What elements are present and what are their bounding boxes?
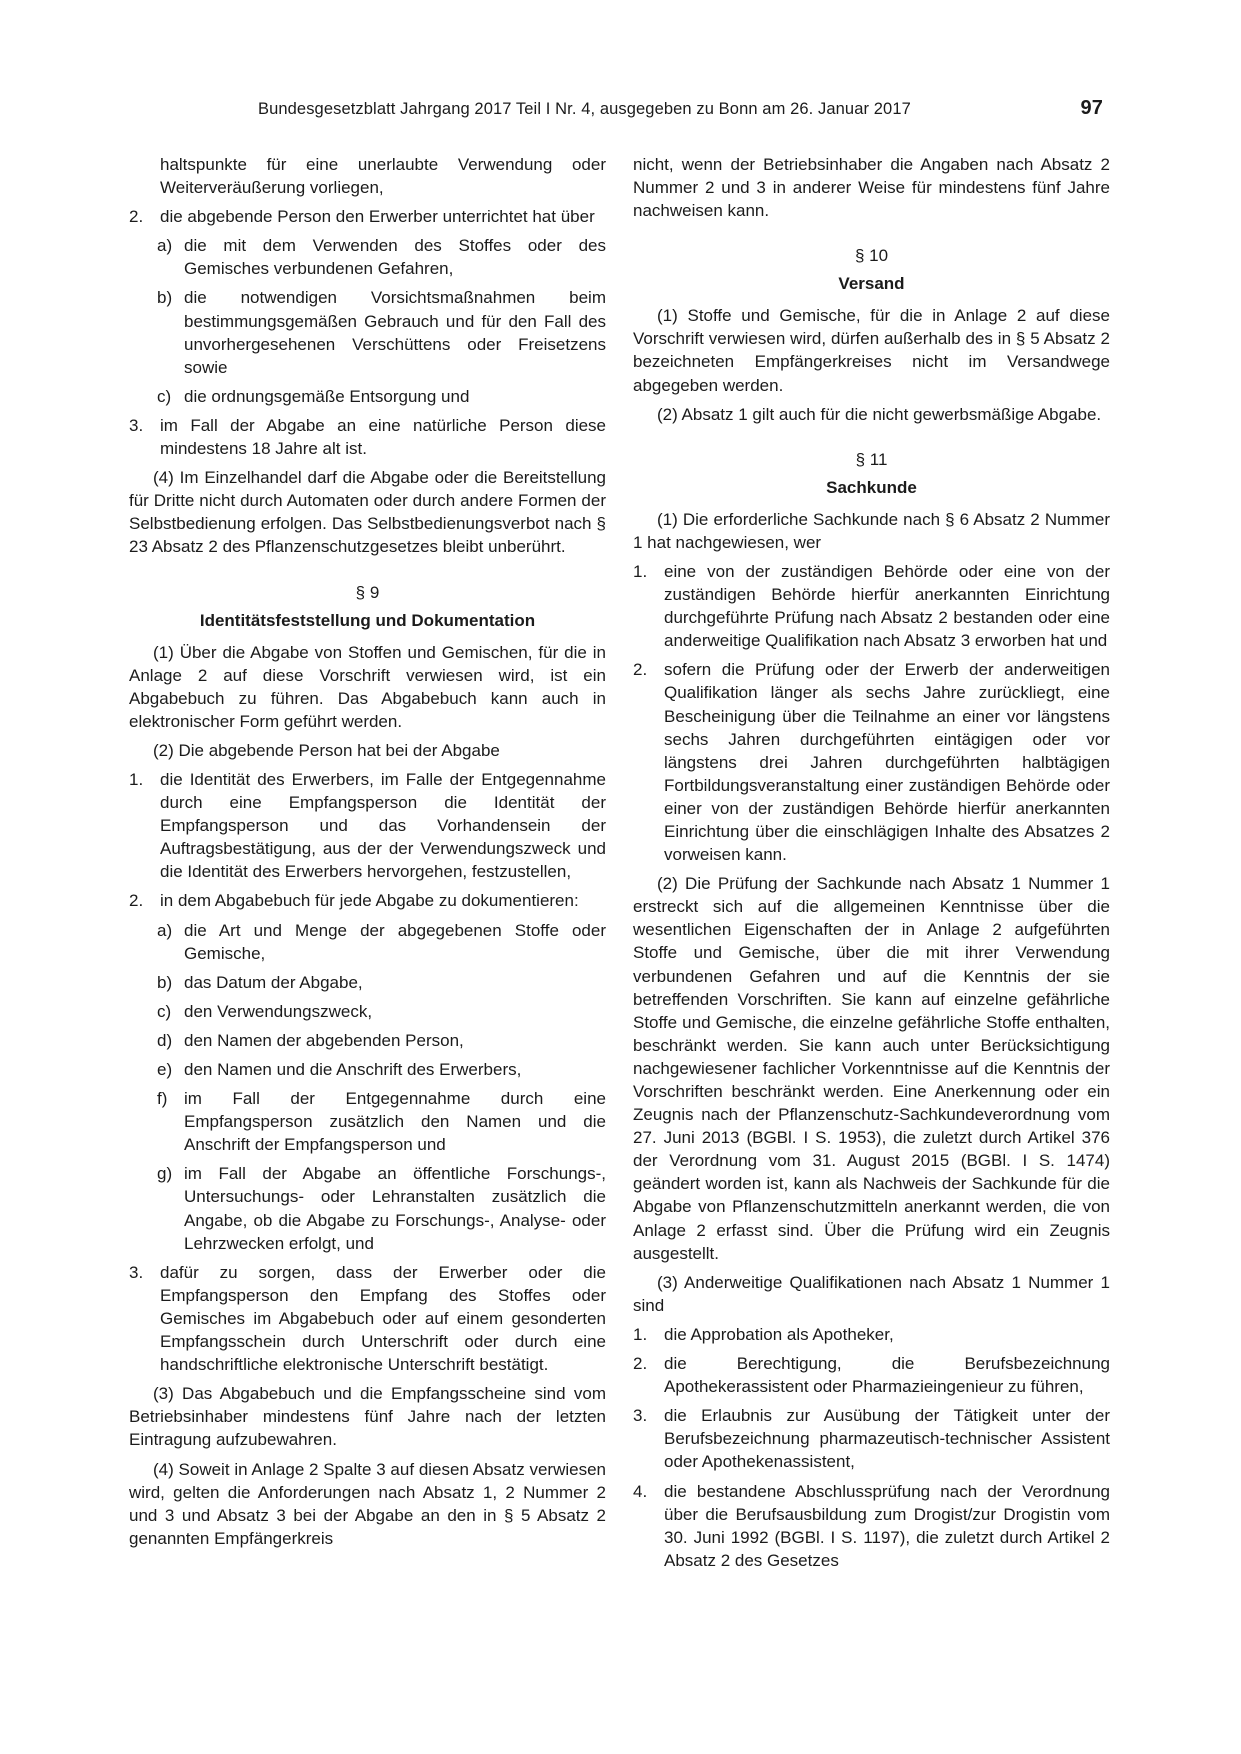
list-item	[633, 1404, 1110, 1473]
section-heading-9	[129, 581, 606, 633]
paragraph: (4) Soweit in Anlage 2 Spalte 3 auf diesen Absatz verwiesen wird, gelten die Anforderungen nach Absatz 1, 2 Nummer 2 und 3 und Absatz 3 bei der Abgabe an den in § 5 Absatz 2 genannten Empfängerkreis	[129, 1459, 606, 1548]
list-text: sofern die Prüfung oder der Erwerb der anderweitigen Qualifikation länger als sechs Jahre zurückliegt, eine Bescheinigung über die Teilnahme an einer vor längstens sechs Jahren durchgeführten eintägigen oder vor längstens drei Jahren durchgeführten halbtägigen Fortbildungsveranstaltung einer zuständigen Behörde oder einer von der zuständigen Behörde hierfür anerkannten Einrichtung über die einschlägigen Inhalte des Absatzes 2 vorweisen kann.	[664, 660, 1110, 865]
sub-list-item	[129, 286, 606, 378]
list-text: die Berechtigung, die Berufsbezeichnung Apothekerassistent oder Pharmazieingenieur zu führen,	[664, 1354, 1110, 1397]
list-item	[633, 1323, 1110, 1346]
list-item	[129, 414, 606, 460]
list-item	[633, 1352, 1110, 1398]
page-number: 97	[1080, 97, 1103, 119]
list-label: 3.	[129, 1262, 144, 1282]
paragraph: (1) Stoffe und Gemische, für die in Anlage 2 auf diese Vorschrift verwiesen wird, dürfen außerhalb des in § 5 Absatz 2 bezeichneten Empfängerkreises nicht im Versandwege abgegeben werden.	[633, 306, 1110, 395]
list-text: die bestandene Abschlussprüfung nach der Verordnung über die Berufsausbildung zum Drogist/zur Drogistin vom 30. Juni 1992 (BGBl. I S. 1197), die zuletzt durch Artikel 2 Absatz 2 des Gesetzes	[664, 1481, 1110, 1570]
list-item	[129, 768, 606, 883]
sub-list-label: f)	[157, 1089, 168, 1109]
sub-list-label: b)	[157, 288, 173, 308]
list-label: 3.	[633, 1406, 648, 1426]
sub-list-text: im Fall der Entgegennahme durch eine Empfangsperson zusätzlich den Namen und die Anschrift der Empfangsperson und	[184, 1089, 606, 1155]
list-label: 1.	[633, 561, 648, 581]
list-item	[129, 1261, 606, 1376]
list-item	[633, 560, 1110, 652]
section-heading-11	[633, 448, 1110, 500]
sub-list-item	[129, 385, 606, 408]
list-text: in dem Abgabebuch für jede Abgabe zu dokumentieren:	[160, 891, 579, 911]
sub-list-item	[129, 1087, 606, 1156]
sub-list-text: den Namen und die Anschrift des Erwerbers,	[184, 1060, 522, 1079]
sub-list-text: das Datum der Abgabe,	[184, 972, 363, 992]
continued-text: nicht, wenn der Betriebsinhaber die Angaben nach Absatz 2 Nummer 2 und 3 in anderer Weise für mindestens fünf Jahre nachweisen kann.	[633, 155, 1110, 221]
section-number: § 10	[854, 246, 889, 266]
sub-list-text: die mit dem Verwenden des Stoffes oder des Gemisches verbundenen Gefahren,	[184, 236, 606, 279]
list-text: die Erlaubnis zur Ausübung der Tätigkeit unter der Berufsbezeichnung pharmazeutisch-technischer Assistent oder Apothekenassistent,	[664, 1406, 1110, 1472]
section-number: § 11	[855, 449, 888, 469]
list-label: 1.	[129, 769, 144, 789]
list-text: eine von der zuständigen Behörde oder eine von der zuständigen Behörde hierfür anerkannten Einrichtung durchgeführte Prüfung nach Absatz 2 bestanden oder eine anderweitige Qualifikation nach Absatz 3 erworben hat und	[664, 561, 1110, 651]
list-label: 4.	[633, 1481, 648, 1501]
paragraph: (3) Anderweitige Qualifikationen nach Absatz 1 Nummer 1 sind	[633, 1272, 1110, 1315]
list-text: die Identität des Erwerbers, im Falle der Entgegennahme durch eine Empfangsperson die Identität der Empfangsperson und das Vorhandensein der Auftragsbestätigung, aus der der Verwendungszweck und die Identität des Erwerbers hervorgehen, festzustellen,	[160, 769, 606, 882]
sub-list-label: a)	[157, 920, 173, 940]
sub-list-item	[129, 1162, 606, 1254]
sub-list-item	[129, 1000, 606, 1023]
sub-list-item	[129, 1029, 606, 1052]
paragraph: (1) Die erforderliche Sachkunde nach § 6 Absatz 2 Nummer 1 hat nachgewiesen, wer	[633, 509, 1110, 552]
sub-list-text: den Namen der abgebenden Person,	[184, 1030, 464, 1050]
list-item	[129, 205, 606, 228]
section-heading-10	[633, 244, 1110, 296]
sub-list-label: b)	[157, 972, 173, 992]
sub-list-label: d)	[157, 1030, 173, 1050]
list-item	[129, 889, 606, 912]
section-title: Versand	[838, 274, 905, 294]
sub-list-item	[129, 234, 606, 280]
sub-list-label: a)	[157, 236, 173, 256]
list-label: 3.	[129, 415, 144, 435]
list-text: im Fall der Abgabe an eine natürliche Person diese mindestens 18 Jahre alt ist.	[160, 415, 606, 459]
sub-list-label: g)	[157, 1164, 173, 1184]
sub-list-item	[129, 971, 606, 994]
paragraph: (1) Über die Abgabe von Stoffen und Gemischen, für die in Anlage 2 auf diese Vorschrift verwiesen wird, ist ein Abgabebuch zu führen. Das Abgabebuch kann auch in elektronischer Form geführt werden.	[129, 642, 606, 731]
list-text: die abgebende Person den Erwerber unterrichtet hat über	[160, 207, 595, 227]
sub-list-text: die ordnungsgemäße Entsorgung und	[184, 386, 470, 406]
sub-list-item	[129, 919, 606, 965]
left-column	[129, 153, 606, 1556]
sub-list-text: die Art und Menge der abgegebenen Stoffe oder Gemische,	[184, 920, 606, 963]
paragraph: (4) Im Einzelhandel darf die Abgabe oder die Bereitstellung für Dritte nicht durch Automaten oder durch andere Formen der Selbstbedienung erfolgen. Das Selbstbedienungsverbot nach § 23 Absatz 2 des Pflanzenschutzgesetzes bleibt unberührt.	[129, 468, 606, 557]
section-title: Sachkunde	[826, 477, 917, 497]
paragraph: (2) Die Prüfung der Sachkunde nach Absatz 1 Nummer 1 erstreckt sich auf die allgemeinen Kenntnisse über die wesentlichen Eigenschaften der in Anlage 2 aufgeführten Stoffe und Gemische, über die mit ihrer Verwendung verbundenen Gefahren und auf die Kenntnis der sie betreffenden Vorschriften. Sie kann auf einzelne gefährliche Stoffe und Gemische, die einzelne gefährliche Stoffe enthalten, beschränkt werden. Sie kann auch unter Berücksichtigung nachgewiesener fachlicher Vorkenntnisse auf die Kenntnis der Vorschriften beschränkt werden. Eine Anerkennung oder ein Zeugnis nach der Pflanzenschutz-Sachkundeverordnung vom 27. Juni 2013 (BGBl. I S. 1953), die zuletzt durch Artikel 376 der Verordnung vom 31. August 2015 (BGBl. I S. 1474) geändert worden ist, kann als Nachweis der Sachkunde für die Abgabe von Pflanzenschutzmitteln anerkannt werden, die von Anlage 2 erfasst sind. Über die Prüfung wird ein Zeugnis ausgestellt.	[633, 874, 1110, 1263]
paragraph: (3) Das Abgabebuch und die Empfangsscheine sind vom Betriebsinhaber mindestens fünf Jahre nach der letzten Eintragung aufzubewahren.	[129, 1384, 606, 1450]
list-label: 2.	[129, 891, 144, 911]
sub-list-text: die notwendigen Vorsichtsmaßnahmen beim bestimmungsgemäßen Gebrauch und für den Fall des unvorhergesehenen Verschüttens oder Freisetzens sowie	[184, 288, 606, 377]
sub-list-text: im Fall der Abgabe an öffentliche Forschungs-, Untersuchungs- oder Lehranstalten zusätzlich die Angabe, ob die Abgabe zu Forschungs-, Analyse- oder Lehrzwecken erfolgt, und	[184, 1164, 606, 1253]
list-item	[633, 658, 1110, 866]
section-number: § 9	[355, 582, 380, 602]
sub-list-label: c)	[157, 1001, 172, 1021]
right-column	[633, 153, 1110, 1578]
sub-list-text: den Verwendungszweck,	[184, 1001, 373, 1021]
list-label: 2.	[633, 660, 648, 680]
section-title: Identitätsfeststellung und Dokumentation	[199, 610, 536, 630]
paragraph: (2) Die abgebende Person hat bei der Abgabe	[153, 740, 500, 760]
sub-list-label: c)	[157, 386, 172, 406]
list-label: 2.	[633, 1354, 648, 1374]
continued-text: haltspunkte für eine unerlaubte Verwendung oder Weiterveräußerung vorliegen,	[160, 155, 606, 198]
list-item	[633, 1480, 1110, 1572]
list-label: 2.	[129, 207, 144, 227]
gazette-title: Bundesgesetzblatt Jahrgang 2017 Teil I Nr. 4, ausgegeben zu Bonn am 26. Januar 2017	[258, 100, 911, 118]
list-text: die Approbation als Apotheker,	[664, 1324, 894, 1344]
paragraph: (2) Absatz 1 gilt auch für die nicht gewerbsmäßige Abgabe.	[657, 404, 1102, 424]
list-text: dafür zu sorgen, dass der Erwerber oder die Empfangsperson den Empfang des Stoffes oder Gemisches im Abgabebuch oder auf einem gesonderten Empfangsschein durch Unterschrift oder durch eine handschriftliche elektronische Unterschrift bestätigt.	[160, 1262, 606, 1375]
list-label: 1.	[633, 1324, 648, 1344]
sub-list-label: e)	[157, 1060, 173, 1079]
sub-list-item	[129, 1058, 606, 1081]
